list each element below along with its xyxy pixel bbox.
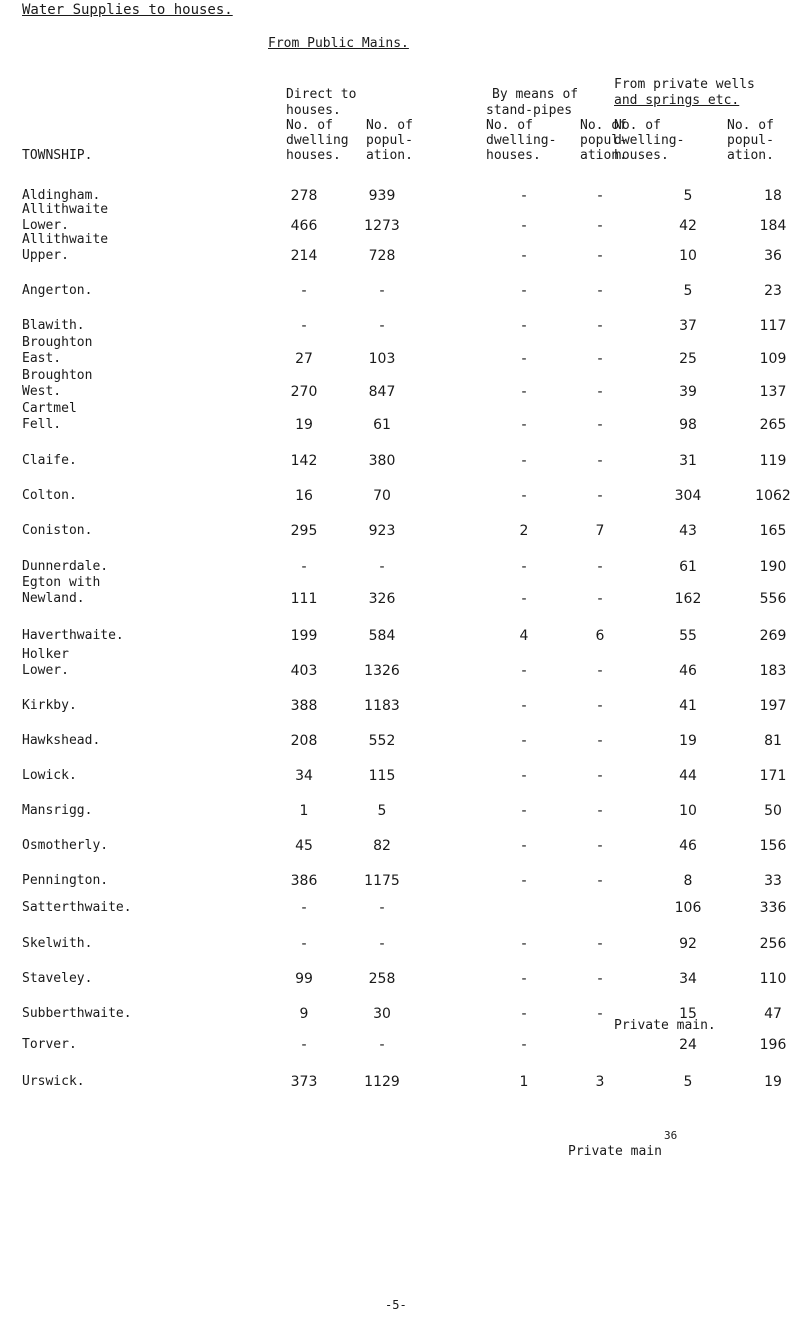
township-name: Mansrigg. <box>22 803 93 818</box>
standpipe-population: 7 <box>595 523 605 539</box>
direct-dwelling-count: 373 <box>290 1074 318 1090</box>
direct-population: 1129 <box>364 1074 400 1090</box>
township-name: Lower. <box>22 663 69 678</box>
well-dwelling-count: 46 <box>679 838 697 854</box>
standpipe-population: - <box>597 218 603 234</box>
direct-dwelling-count: 295 <box>290 523 318 539</box>
col-w-pop-1: No. of <box>727 118 774 133</box>
well-population: 265 <box>759 417 787 433</box>
direct-heading-2: houses. <box>286 103 341 118</box>
table-row <box>0 1074 800 1092</box>
well-population: 183 <box>759 663 787 679</box>
table-row <box>0 351 800 369</box>
well-dwelling-count: 106 <box>674 900 702 916</box>
standpipe-dwelling-count: - <box>521 838 527 854</box>
well-population: 556 <box>759 591 787 607</box>
standpipe-population: - <box>597 971 603 987</box>
direct-dwelling-count: 199 <box>290 628 318 644</box>
standpipe-population: - <box>597 733 603 749</box>
standpipe-population: - <box>597 873 603 889</box>
township-name: Dunnerdale. <box>22 559 109 574</box>
direct-dwelling-count: - <box>301 936 307 952</box>
township-name: Urswick. <box>22 1074 85 1089</box>
table-row <box>0 900 800 918</box>
standpipe-population: - <box>597 663 603 679</box>
township-name: Skelwith. <box>22 936 93 951</box>
township-prefix: Allithwaite <box>22 232 109 247</box>
direct-dwelling-count: 99 <box>295 971 313 987</box>
standpipe-dwelling-count: - <box>521 591 527 607</box>
col-pop-2: popul- <box>366 133 413 148</box>
col-dwelling-1: No. of <box>286 118 333 133</box>
col-sp-pop-2: popul- <box>580 133 627 148</box>
standpipe-population: - <box>597 318 603 334</box>
well-dwelling-count: 5 <box>683 188 693 204</box>
col-sp-dwelling-1: No. of <box>486 118 533 133</box>
well-population: 110 <box>759 971 787 987</box>
standpipe-population: - <box>597 591 603 607</box>
well-dwelling-count: 92 <box>679 936 697 952</box>
township-name: Pennington. <box>22 873 109 888</box>
township-name: Lowick. <box>22 768 77 783</box>
well-dwelling-count: 42 <box>679 218 697 234</box>
well-population: 47 <box>764 1006 782 1022</box>
well-population: 50 <box>764 803 782 819</box>
standpipe-dwelling-count: - <box>521 488 527 504</box>
well-population: 119 <box>759 453 787 469</box>
well-population: 190 <box>759 559 787 575</box>
well-population: 256 <box>759 936 787 952</box>
standpipe-dwelling-count: - <box>521 318 527 334</box>
standpipe-dwelling-count: - <box>521 417 527 433</box>
direct-population: - <box>379 559 385 575</box>
standpipe-population: - <box>597 248 603 264</box>
township-name: East. <box>22 351 62 366</box>
well-dwelling-count: 55 <box>679 628 697 644</box>
direct-population: 115 <box>368 768 396 784</box>
direct-population: 5 <box>377 803 387 819</box>
col-w-dwelling-2: dwelling- <box>614 133 685 148</box>
well-population: 19 <box>764 1074 782 1090</box>
direct-population: - <box>379 318 385 334</box>
standpipe-dwelling-count: - <box>521 698 527 714</box>
col-pop-3: ation. <box>366 148 413 163</box>
direct-dwelling-count: 27 <box>295 351 313 367</box>
well-dwelling-count: 31 <box>679 453 697 469</box>
direct-dwelling-count: 278 <box>290 188 318 204</box>
table-row <box>0 936 800 954</box>
standpipe-dwelling-count: - <box>521 936 527 952</box>
col-w-pop-2: popul- <box>727 133 774 148</box>
township-name: Torver. <box>22 1037 77 1052</box>
direct-dwelling-count: 403 <box>290 663 318 679</box>
table-row <box>0 318 800 336</box>
well-population: 23 <box>764 283 782 299</box>
table-row <box>0 838 800 856</box>
township-prefix: Egton with <box>22 575 101 590</box>
standpipe-dwelling-count: 2 <box>519 523 529 539</box>
standpipe-population: - <box>597 351 603 367</box>
standpipe-population: - <box>597 188 603 204</box>
direct-dwelling-count: 16 <box>295 488 313 504</box>
well-dwelling-count: 162 <box>674 591 702 607</box>
standpipe-dwelling-count: - <box>521 351 527 367</box>
col-sp-pop-3: ation. <box>580 148 627 163</box>
page-number: -5- <box>385 1298 407 1312</box>
direct-population: 1273 <box>364 218 400 234</box>
standpipe-dwelling-count: - <box>521 803 527 819</box>
direct-population: 847 <box>368 384 396 400</box>
table-row <box>0 453 800 471</box>
well-population: 156 <box>759 838 787 854</box>
standpipe-population: - <box>597 559 603 575</box>
township-prefix: Cartmel <box>22 401 77 416</box>
well-dwelling-count: 98 <box>679 417 697 433</box>
well-dwelling-count: 25 <box>679 351 697 367</box>
standpipe-population: - <box>597 768 603 784</box>
table-row <box>0 559 800 577</box>
col-pop-1: No. of <box>366 118 413 133</box>
direct-dwelling-count: 142 <box>290 453 318 469</box>
standpipe-dwelling-count: - <box>521 768 527 784</box>
standpipe-population: - <box>597 838 603 854</box>
well-population: 33 <box>764 873 782 889</box>
standpipe-dwelling-count: - <box>521 384 527 400</box>
direct-population: - <box>379 283 385 299</box>
township-prefix: Allithwaite <box>22 202 109 217</box>
direct-population: 70 <box>373 488 391 504</box>
table-row <box>0 384 800 402</box>
direct-population: - <box>379 936 385 952</box>
standpipe-dwelling-count: - <box>521 971 527 987</box>
table-row <box>0 248 800 266</box>
well-dwelling-count: 46 <box>679 663 697 679</box>
standpipe-population: - <box>597 936 603 952</box>
standpipe-population: 3 <box>595 1074 605 1090</box>
direct-dwelling-count: 270 <box>290 384 318 400</box>
standpipe-dwelling-count: - <box>521 188 527 204</box>
direct-population: 939 <box>368 188 396 204</box>
well-dwelling-count: 8 <box>683 873 693 889</box>
col-w-dwelling-1: No. of <box>614 118 661 133</box>
well-population: 269 <box>759 628 787 644</box>
direct-dwelling-count: 466 <box>290 218 318 234</box>
direct-dwelling-count: 34 <box>295 768 313 784</box>
direct-population: 923 <box>368 523 396 539</box>
township-name: Fell. <box>22 417 62 432</box>
township-name: West. <box>22 384 62 399</box>
well-population: 196 <box>759 1037 787 1053</box>
direct-dwelling-count: 111 <box>290 591 318 607</box>
table-row <box>0 768 800 786</box>
col-dwelling-2: dwelling <box>286 133 349 148</box>
public-mains-heading: From Public Mains. <box>268 36 409 51</box>
standpipe-dwelling-count: - <box>521 663 527 679</box>
standpipe-dwelling-count: 1 <box>519 1074 529 1090</box>
direct-population: 552 <box>368 733 396 749</box>
township-name: Osmotherly. <box>22 838 109 853</box>
well-population: 137 <box>759 384 787 400</box>
well-dwelling-count: 37 <box>679 318 697 334</box>
standpipe-population: - <box>597 417 603 433</box>
township-name: Lower. <box>22 218 69 233</box>
township-name: Claife. <box>22 453 77 468</box>
well-dwelling-count: 10 <box>679 248 697 264</box>
well-population: 197 <box>759 698 787 714</box>
township-name: Kirkby. <box>22 698 77 713</box>
well-dwelling-count: 43 <box>679 523 697 539</box>
direct-population: 584 <box>368 628 396 644</box>
well-population: 117 <box>759 318 787 334</box>
standpipe-dwelling-count: - <box>521 1037 527 1053</box>
table-row <box>0 628 800 646</box>
private-wells-heading-2: and springs etc. <box>614 93 740 108</box>
standpipe-dwelling-count: - <box>521 733 527 749</box>
col-sp-pop-1: No. of <box>580 118 627 133</box>
township-heading: TOWNSHIP. <box>22 148 93 163</box>
direct-dwelling-count: 1 <box>299 803 309 819</box>
col-sp-dwelling-3: houses. <box>486 148 541 163</box>
standpipe-dwelling-count: - <box>521 283 527 299</box>
standpipe-dwelling-count: - <box>521 873 527 889</box>
direct-population: 728 <box>368 248 396 264</box>
township-name: Blawith. <box>22 318 85 333</box>
table-row <box>0 417 800 435</box>
well-dwelling-count: 24 <box>679 1037 697 1053</box>
township-name: Staveley. <box>22 971 93 986</box>
well-dwelling-count: 61 <box>679 559 697 575</box>
well-population: 109 <box>759 351 787 367</box>
direct-dwelling-count: 386 <box>290 873 318 889</box>
township-name: Angerton. <box>22 283 93 298</box>
direct-population: - <box>379 1037 385 1053</box>
standpipe-dwelling-count: - <box>521 1006 527 1022</box>
direct-population: 258 <box>368 971 396 987</box>
township-name: Aldingham. <box>22 188 101 203</box>
township-name: Satterthwaite. <box>22 900 132 915</box>
table-row <box>0 971 800 989</box>
well-dwelling-count: 304 <box>674 488 702 504</box>
direct-population: 1175 <box>364 873 400 889</box>
table-row <box>0 803 800 821</box>
township-name: Upper. <box>22 248 69 263</box>
direct-population: - <box>379 900 385 916</box>
direct-dwelling-count: - <box>301 559 307 575</box>
direct-dwelling-count: - <box>301 318 307 334</box>
direct-dwelling-count: 45 <box>295 838 313 854</box>
table-row <box>0 873 800 891</box>
table-row <box>0 488 800 506</box>
well-dwelling-count: 41 <box>679 698 697 714</box>
direct-dwelling-count: 9 <box>299 1006 309 1022</box>
well-population: 81 <box>764 733 782 749</box>
standpipe-dwelling-count: 4 <box>519 628 529 644</box>
well-dwelling-count: 19 <box>679 733 697 749</box>
well-dwelling-count: 34 <box>679 971 697 987</box>
standpipe-population: 6 <box>595 628 605 644</box>
well-dwelling-count: 10 <box>679 803 697 819</box>
table-row <box>0 591 800 609</box>
direct-population: 1183 <box>364 698 400 714</box>
township-prefix: Broughton <box>22 368 93 383</box>
col-w-pop-3: ation. <box>727 148 774 163</box>
direct-dwelling-count: 388 <box>290 698 318 714</box>
well-population: 1062 <box>755 488 791 504</box>
direct-heading-1: Direct to <box>286 87 357 102</box>
direct-population: 103 <box>368 351 396 367</box>
direct-dwelling-count: 214 <box>290 248 318 264</box>
table-row <box>0 218 800 236</box>
table-row <box>0 1037 800 1055</box>
well-dwelling-count: 44 <box>679 768 697 784</box>
well-population: 184 <box>759 218 787 234</box>
direct-population: 326 <box>368 591 396 607</box>
table-row <box>0 283 800 301</box>
well-dwelling-count: 5 <box>683 283 693 299</box>
table-row <box>0 663 800 681</box>
standpipe-dwelling-count: - <box>521 453 527 469</box>
well-population: 18 <box>764 188 782 204</box>
well-population: 336 <box>759 900 787 916</box>
direct-dwelling-count: - <box>301 900 307 916</box>
standpipe-dwelling-count: - <box>521 218 527 234</box>
standpipe-population: - <box>597 488 603 504</box>
well-population: 36 <box>764 248 782 264</box>
direct-dwelling-count: 208 <box>290 733 318 749</box>
direct-population: 380 <box>368 453 396 469</box>
direct-population: 61 <box>373 417 391 433</box>
township-name: Subberthwaite. <box>22 1006 132 1021</box>
table-row <box>0 698 800 716</box>
standpipe-population: - <box>597 453 603 469</box>
torver-private-note: Private main <box>568 1144 662 1159</box>
standpipe-population: - <box>597 1006 603 1022</box>
page-title: Water Supplies to houses. <box>22 2 233 18</box>
well-population: 165 <box>759 523 787 539</box>
well-dwelling-count: 15 <box>679 1006 697 1022</box>
well-dwelling-count: 39 <box>679 384 697 400</box>
township-name: Hawkshead. <box>22 733 101 748</box>
township-name: Newland. <box>22 591 85 606</box>
standpipe-population: - <box>597 384 603 400</box>
col-sp-dwelling-2: dwelling- <box>486 133 557 148</box>
direct-dwelling-count: 19 <box>295 417 313 433</box>
standpipe-population: - <box>597 698 603 714</box>
well-population: 171 <box>759 768 787 784</box>
direct-dwelling-count: - <box>301 1037 307 1053</box>
direct-dwelling-count: - <box>301 283 307 299</box>
table-row <box>0 188 800 206</box>
township-prefix: Holker <box>22 647 69 662</box>
township-prefix: Broughton <box>22 335 93 350</box>
direct-population: 82 <box>373 838 391 854</box>
standpipe-population: - <box>597 283 603 299</box>
direct-population: 30 <box>373 1006 391 1022</box>
standpipes-heading-2: stand-pipes <box>486 103 573 118</box>
standpipe-population: - <box>597 803 603 819</box>
well-dwelling-count: 5 <box>683 1074 693 1090</box>
standpipe-dwelling-count: - <box>521 248 527 264</box>
direct-population: 1326 <box>364 663 400 679</box>
col-w-dwelling-3: houses. <box>614 148 669 163</box>
standpipes-heading-1: By means of <box>492 87 579 102</box>
township-name: Colton. <box>22 488 77 503</box>
pennington-private-note: Private main. <box>614 1018 716 1033</box>
township-name: Coniston. <box>22 523 93 538</box>
table-row <box>0 523 800 541</box>
township-name: Haverthwaite. <box>22 628 124 643</box>
private-wells-heading-1: From private wells <box>614 77 755 92</box>
table-row <box>0 733 800 751</box>
torver-extra-note: 36 <box>664 1129 678 1142</box>
col-dwelling-3: houses. <box>286 148 341 163</box>
standpipe-dwelling-count: - <box>521 559 527 575</box>
